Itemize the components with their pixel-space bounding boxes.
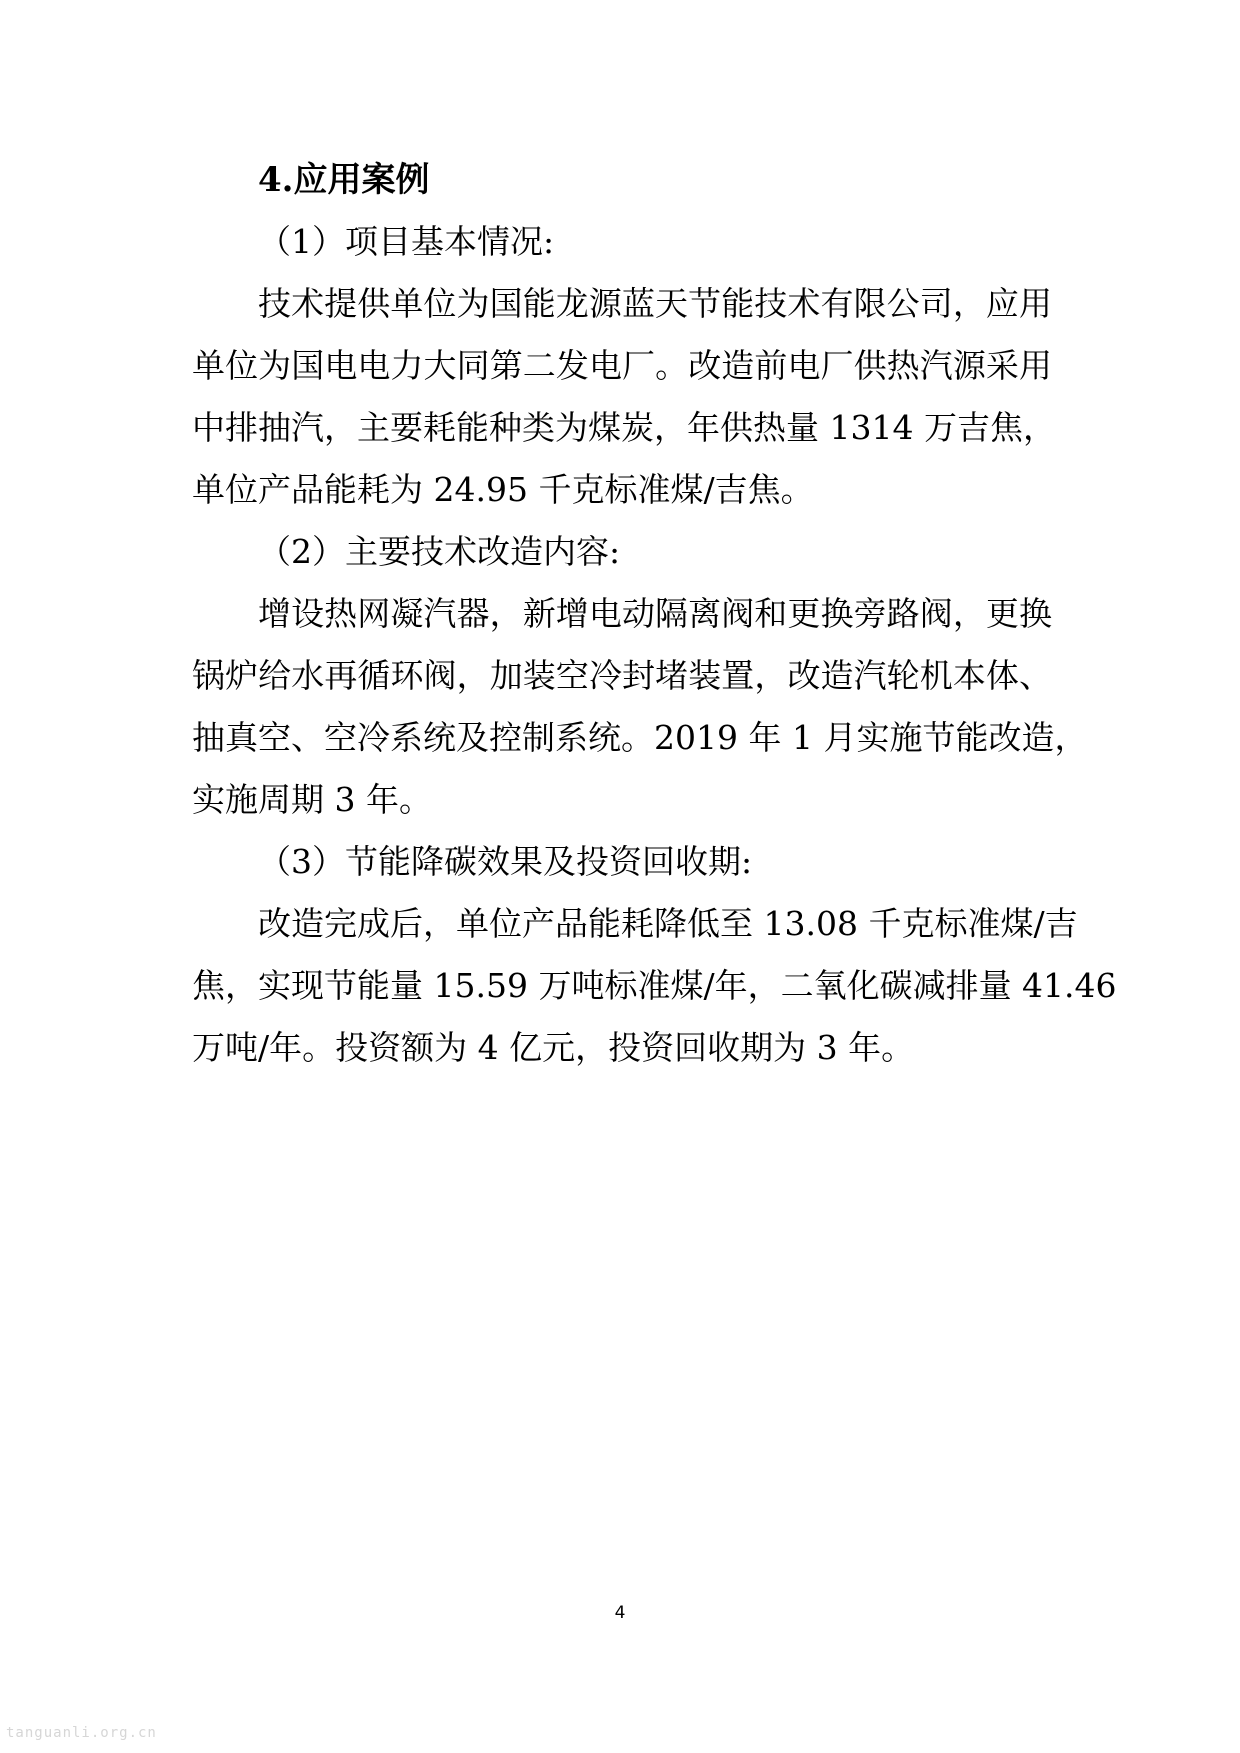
paragraph-line: 抽真空、空冷系统及控制系统。2019 年 1 月实施节能改造， bbox=[192, 718, 1088, 757]
subsection-title-technical-retrofit: （2）主要技术改造内容: bbox=[258, 532, 621, 571]
paragraph-line: 改造完成后，单位产品能耗降低至 13.08 千克标准煤/吉 bbox=[258, 904, 1078, 943]
document-body bbox=[192, 160, 1117, 1090]
watermark-text: tanguanli.org.cn bbox=[6, 1725, 157, 1741]
paragraph-energy-saving-effect bbox=[192, 904, 1117, 1068]
paragraph-line: 单位为国电电力大同第二发电厂。改造前电厂供热汽源采用 bbox=[192, 346, 1052, 385]
paragraph-line: 锅炉给水再循环阀，加装空冷封堵装置，改造汽轮机本体、 bbox=[192, 656, 1052, 695]
subsection-title-energy-saving-effect: （3）节能降碳效果及投资回收期: bbox=[258, 842, 753, 881]
subsection-title-project-basics: （1）项目基本情况: bbox=[258, 222, 555, 261]
paragraph-line: 中排抽汽，主要耗能种类为煤炭，年供热量 1314 万吉焦， bbox=[192, 408, 1056, 447]
paragraph-project-basics bbox=[192, 284, 1056, 510]
paragraph-technical-retrofit bbox=[192, 594, 1088, 820]
paragraph-line: 焦，实现节能量 15.59 万吨标准煤/年，二氧化碳减排量 41.46 bbox=[192, 966, 1117, 1005]
paragraph-line: 技术提供单位为国能龙源蓝天节能技术有限公司，应用 bbox=[258, 284, 1052, 323]
paragraph-line: 增设热网凝汽器，新增电动隔离阀和更换旁路阀，更换 bbox=[258, 594, 1052, 633]
section-heading: 4.应用案例 bbox=[258, 160, 430, 200]
paragraph-line: 单位产品能耗为 24.95 千克标准煤/吉焦。 bbox=[192, 470, 814, 509]
paragraph-line: 万吨/年。投资额为 4 亿元，投资回收期为 3 年。 bbox=[192, 1028, 915, 1067]
paragraph-line: 实施周期 3 年。 bbox=[192, 780, 432, 819]
page-number: 4 bbox=[614, 1603, 626, 1623]
